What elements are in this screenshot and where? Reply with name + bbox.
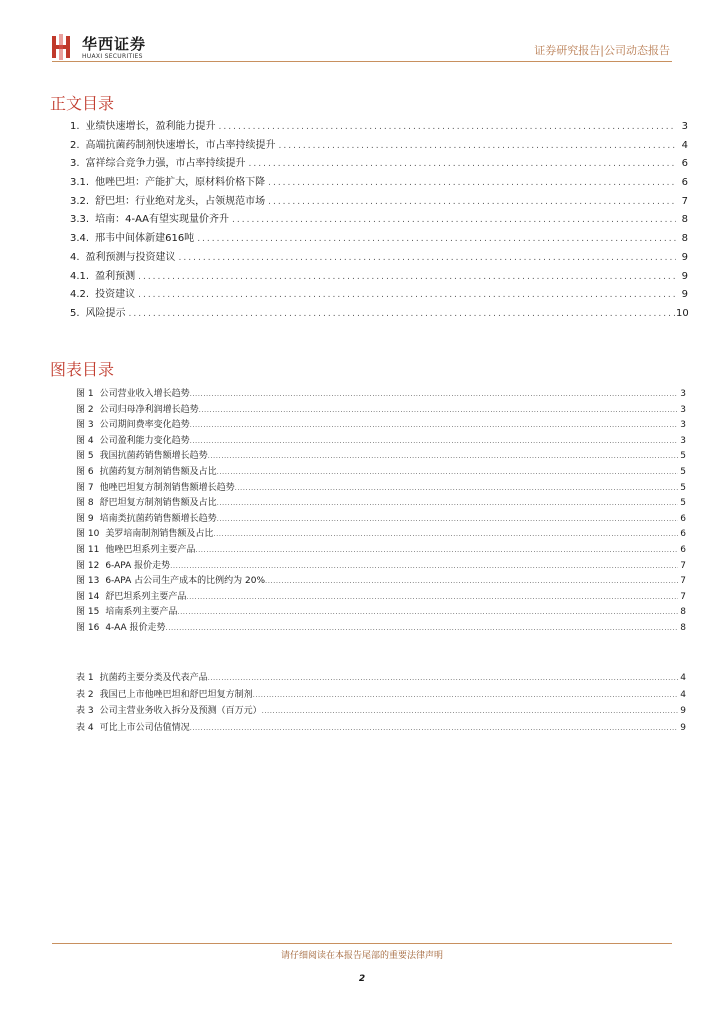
figure-title: 抗菌药复方制剂销售额及占比 — [99, 466, 217, 477]
table-item[interactable] — [76, 703, 686, 720]
table-number: 表 1 — [76, 673, 94, 683]
toc-item-number: 3.3. — [70, 214, 90, 226]
leader-dots — [265, 197, 676, 207]
toc-item[interactable] — [70, 192, 688, 211]
leader-dots — [195, 546, 678, 554]
huaxi-logo-icon — [52, 34, 70, 60]
toc-item-number: 4. — [70, 251, 80, 263]
legal-disclaimer: 请仔细阅读在本报告尾部的重要法律声明 — [280, 951, 443, 961]
figure-page: 8 — [680, 622, 686, 633]
toc-item-title: 他唑巴坦：产能扩大，原材料价格下降 — [95, 177, 266, 189]
leader-dots — [217, 499, 678, 507]
figure-title: 公司营业收入增长趋势 — [99, 389, 190, 399]
toc-item-number: 4.2. — [70, 289, 90, 301]
toc-item[interactable] — [70, 136, 688, 155]
figure-number: 图 11 — [76, 544, 100, 555]
figure-number: 图 5 — [76, 451, 94, 462]
figure-number: 图 7 — [76, 482, 94, 493]
figure-item[interactable] — [76, 402, 686, 418]
leader-dots — [166, 624, 678, 632]
toc-item-number: 3.4. — [70, 233, 90, 245]
figure-item[interactable] — [76, 511, 686, 527]
tables-list — [76, 670, 686, 737]
toc-item-number: 1. — [70, 121, 80, 132]
toc-item-page: 8 — [681, 233, 688, 245]
toc-item-number: 3. — [70, 158, 80, 170]
leader-dots — [177, 608, 678, 616]
toc-item-page: 7 — [681, 195, 688, 207]
leader-dots — [190, 437, 678, 445]
figure-number: 图 15 — [76, 607, 100, 618]
toc-item[interactable] — [70, 117, 688, 136]
toc-item[interactable] — [70, 173, 688, 192]
figure-item[interactable] — [76, 526, 686, 542]
table-number: 表 3 — [76, 706, 94, 717]
toc-item[interactable] — [70, 285, 688, 304]
figure-title: 培南系列主要产品 — [105, 607, 178, 618]
figure-number: 图 14 — [76, 591, 100, 602]
figure-page: 3 — [680, 435, 686, 446]
leader-dots — [190, 724, 678, 732]
toc-item-page: 6 — [681, 158, 688, 170]
figure-item[interactable] — [76, 604, 686, 620]
figures-heading: 图表目录 — [50, 360, 115, 379]
figure-title: 公司归母净利润增长趋势 — [99, 404, 199, 415]
brand-name-en: HUAXI SECURITIES — [82, 53, 143, 60]
toc-item-number: 2. — [70, 139, 80, 151]
toc-item-title: 投资建议 — [95, 289, 136, 301]
figure-page: 6 — [680, 544, 686, 555]
figure-title: 美罗培南制剂销售额及占比 — [105, 529, 214, 540]
toc-item-title: 盈利预测 — [95, 270, 136, 282]
toc-item[interactable] — [70, 248, 688, 267]
table-title: 抗菌药主要分类及代表产品 — [99, 673, 208, 683]
leader-dots — [246, 159, 676, 169]
figure-title: 舒巴坦系列主要产品 — [105, 591, 187, 602]
figure-item[interactable] — [76, 448, 686, 464]
toc-item-title: 高端抗菌药制剂快速增长，市占率持续提升 — [85, 139, 276, 151]
figure-title: 他唑巴坦系列主要产品 — [105, 544, 196, 555]
table-item[interactable] — [76, 687, 686, 704]
table-title: 可比上市公司估值情况 — [99, 723, 190, 734]
toc-list — [70, 117, 688, 323]
figure-page: 5 — [680, 482, 686, 493]
figure-item[interactable] — [76, 573, 686, 589]
toc-item-page: 9 — [681, 289, 688, 301]
footer-divider — [52, 943, 672, 944]
figure-number: 图 12 — [76, 560, 100, 571]
figure-number: 图 10 — [76, 529, 100, 540]
leader-dots — [262, 707, 678, 715]
leader-dots — [194, 234, 676, 244]
figure-page: 5 — [680, 451, 686, 462]
figure-item[interactable] — [76, 480, 686, 496]
toc-item-title: 培南：4-AA有望实现量价齐升 — [95, 214, 230, 226]
table-page: 9 — [680, 706, 686, 717]
toc-item-page: 10 — [676, 307, 689, 319]
toc-item-page: 8 — [681, 214, 688, 226]
toc-item-title: 业绩快速增长，盈利能力提升 — [85, 121, 216, 132]
toc-item-title: 风险提示 — [85, 307, 126, 319]
leader-dots — [208, 674, 678, 682]
figure-title: 我国抗菌药销售额增长趋势 — [99, 451, 208, 462]
figure-page: 6 — [680, 529, 686, 540]
figure-item[interactable] — [76, 589, 686, 605]
toc-item-title: 邢韦中间体新建616吨 — [95, 233, 195, 245]
leader-dots — [208, 452, 678, 460]
brand-name: 华西证券 — [82, 35, 147, 53]
toc-item[interactable] — [70, 210, 688, 229]
leader-dots — [253, 691, 678, 699]
table-title: 公司主营业务收入拆分及预测（百万元） — [99, 706, 262, 717]
header-divider — [52, 61, 672, 62]
toc-heading: 正文目录 — [50, 94, 115, 113]
toc-item-page: 4 — [681, 139, 688, 151]
figure-page: 5 — [680, 498, 686, 509]
figure-number: 图 16 — [76, 622, 100, 633]
leader-dots — [199, 406, 678, 414]
toc-item-number: 4.1. — [70, 270, 90, 282]
figure-number: 图 6 — [76, 466, 94, 477]
figure-item[interactable] — [76, 433, 686, 449]
table-number: 表 4 — [76, 723, 94, 734]
figure-item[interactable] — [76, 417, 686, 433]
toc-item-number: 3.2. — [70, 195, 90, 207]
figure-number: 图 9 — [76, 513, 94, 524]
figure-item[interactable] — [76, 386, 686, 402]
leader-dots — [176, 253, 676, 263]
toc-item-page: 6 — [681, 177, 688, 189]
leader-dots — [170, 562, 678, 570]
figure-page: 7 — [680, 591, 686, 602]
figure-item[interactable] — [76, 620, 686, 636]
figure-number: 图 4 — [76, 435, 94, 446]
toc-item[interactable] — [70, 154, 688, 173]
leader-dots — [235, 484, 678, 492]
table-title: 我国已上市他唑巴坦和舒巴坦复方制剂 — [99, 689, 253, 700]
leader-dots — [213, 530, 678, 538]
figure-page: 5 — [680, 466, 686, 477]
leader-dots — [216, 122, 676, 132]
figure-item[interactable] — [76, 558, 686, 574]
figure-number: 图 2 — [76, 404, 94, 415]
toc-item[interactable] — [70, 267, 688, 286]
leader-dots — [229, 215, 676, 225]
figure-page: 3 — [680, 404, 686, 415]
table-item[interactable] — [76, 670, 686, 687]
figure-title: 他唑巴坦复方制剂销售额增长趋势 — [99, 482, 235, 493]
figure-title: 4-AA 报价走势 — [105, 622, 166, 633]
toc-item-page: 9 — [681, 251, 688, 263]
figure-title: 培南类抗菌药销售额增长趋势 — [99, 513, 217, 524]
leader-dots — [265, 577, 678, 585]
table-item[interactable] — [76, 720, 686, 737]
leader-dots — [217, 515, 678, 523]
table-page: 4 — [680, 689, 686, 700]
toc-item-page: 3 — [681, 121, 688, 132]
toc-item-number: 5. — [70, 307, 80, 319]
toc-item-title: 舒巴坦：行业绝对龙头，占领规范市场 — [95, 195, 266, 207]
figure-title: 公司期间费率变化趋势 — [99, 420, 190, 431]
figure-page: 3 — [680, 420, 686, 431]
figure-number: 图 8 — [76, 498, 94, 509]
figure-page: 7 — [680, 576, 686, 587]
table-number: 表 2 — [76, 689, 94, 700]
figure-title: 公司盈利能力变化趋势 — [99, 435, 190, 446]
toc-item[interactable] — [70, 229, 688, 248]
figure-number: 图 3 — [76, 420, 94, 431]
toc-item-page: 9 — [681, 270, 688, 282]
figure-page: 6 — [680, 513, 686, 524]
figure-page: 3 — [680, 389, 686, 399]
leader-dots — [217, 468, 678, 476]
leader-dots — [126, 309, 676, 319]
leader-dots — [186, 593, 678, 601]
toc-item[interactable] — [70, 304, 688, 323]
figure-item[interactable] — [76, 542, 686, 558]
figure-title: 6-APA 报价走势 — [105, 560, 171, 571]
report-type-label: 证券研究报告|公司动态报告 — [534, 44, 670, 57]
figure-page: 8 — [680, 607, 686, 618]
leader-dots — [190, 421, 678, 429]
page-header — [0, 0, 724, 64]
figure-item[interactable] — [76, 464, 686, 480]
toc-item-number: 3.1. — [70, 177, 90, 189]
leader-dots — [265, 178, 676, 188]
figures-list — [76, 386, 686, 636]
leader-dots — [135, 272, 676, 282]
table-page: 9 — [680, 723, 686, 734]
table-page: 4 — [680, 673, 686, 683]
figure-number: 图 1 — [76, 389, 94, 399]
figure-title: 6-APA 占公司生产成本的比例约为 20% — [105, 576, 265, 587]
figure-number: 图 13 — [76, 576, 100, 587]
toc-item-title: 富祥综合竞争力强，市占率持续提升 — [85, 158, 246, 170]
page-number: 2 — [358, 974, 366, 984]
toc-item-title: 盈利预测与投资建议 — [85, 251, 176, 263]
figure-item[interactable] — [76, 495, 686, 511]
leader-dots — [190, 390, 678, 398]
leader-dots — [276, 141, 676, 151]
figure-title: 舒巴坦复方制剂销售额及占比 — [99, 498, 217, 509]
leader-dots — [135, 290, 676, 300]
figure-page: 7 — [680, 560, 686, 571]
